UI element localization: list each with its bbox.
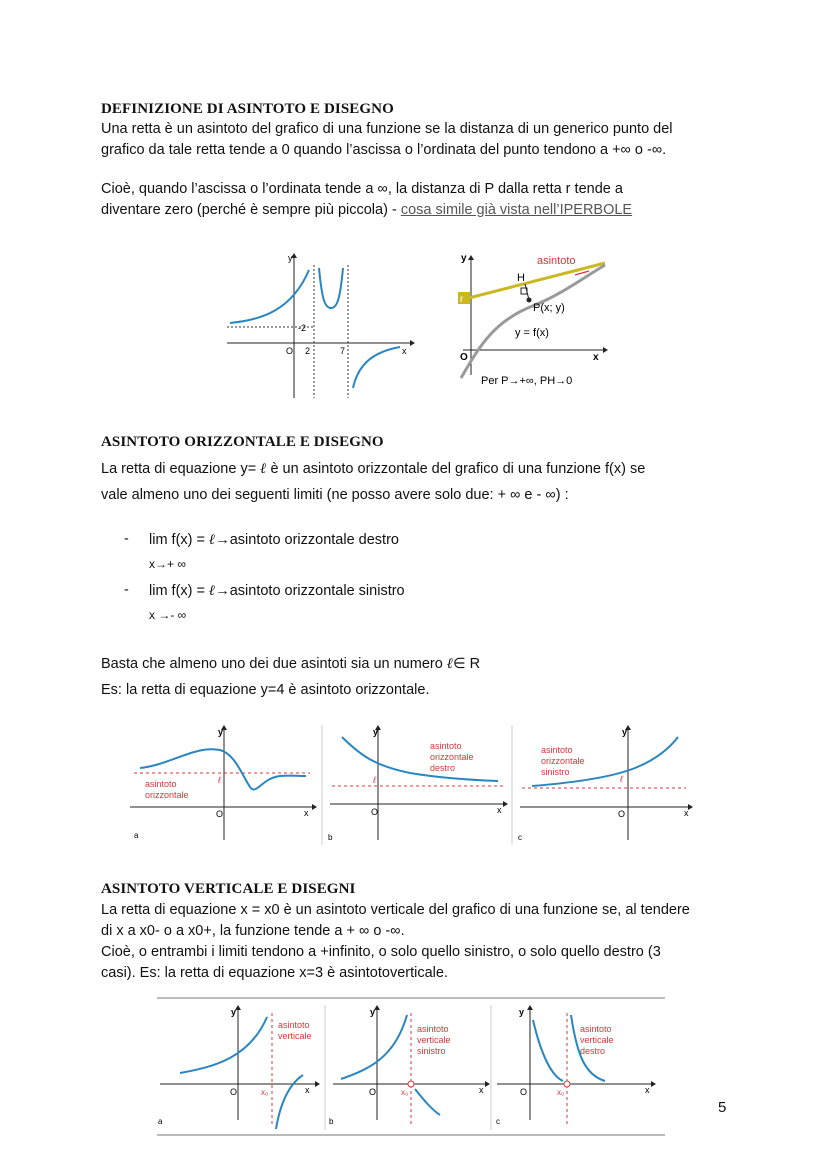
list-item: - [124, 531, 129, 547]
limit-subscript: x→+ ∞ [149, 557, 186, 571]
page-number: 5 [718, 1099, 727, 1116]
panel-label: c [518, 833, 522, 842]
section-title-definizione: DEFINIZIONE DI ASINTOTO E DISEGNO [101, 101, 394, 117]
svg-text:y: y [622, 727, 628, 737]
tick-label: -2 [298, 323, 307, 333]
list-item: - [124, 582, 129, 598]
paragraph-basta: Basta che almeno uno dei due asintoti sia un numero ℓ∈ R Es: la retta di equazione y=4 è asintoto orizzontale. [101, 651, 480, 703]
tick-label: 7 [340, 346, 346, 356]
svg-text:x: x [479, 1085, 484, 1095]
text-line: grafico da tale retta tende a 0 quando l’ascissa o l’ordinata del punto tendono a +∞ o -∞. [101, 142, 667, 158]
svg-text:O: O [230, 1087, 238, 1097]
svg-text:asintoto: asintoto [541, 745, 573, 755]
text-line: Cioè, o entrambi i limiti tendono a +infinito, o solo quello sinistro, o solo quello destro (3 [101, 944, 661, 960]
figures-horizontal-asymptotes [120, 720, 710, 850]
paragraph-definition [101, 119, 673, 161]
ell-label: ℓ [218, 775, 221, 785]
svg-text:O: O [520, 1087, 528, 1097]
svg-text:asintoto: asintoto [278, 1020, 310, 1030]
list-item: lim f(x) = ℓ→asintoto orizzontale sinistro [149, 582, 405, 599]
svg-text:y: y [370, 1007, 376, 1017]
svg-text:O: O [369, 1087, 377, 1097]
panel-a [130, 725, 317, 840]
panel-c [518, 725, 693, 842]
text-line: diventare zero (perché è sempre più piccola) - cosa simile già vista nell’IPERBOLE [101, 202, 633, 218]
asintoto-label: asintoto [537, 255, 576, 267]
panel-label: b [328, 833, 333, 842]
svg-text:orizzontale: orizzontale [541, 756, 585, 766]
svg-text:x: x [645, 1085, 650, 1095]
line-r-label: r [460, 294, 464, 305]
svg-text:y: y [373, 727, 379, 737]
svg-text:x₀: x₀ [557, 1088, 565, 1097]
svg-text:sinistro: sinistro [541, 767, 570, 777]
text-line: La retta di equazione x = x0 è un asintoto verticale del grafico di una funzione se, al tendere [101, 902, 690, 918]
origin-label: O [216, 809, 224, 819]
paragraph-cioe [101, 179, 632, 221]
section-title-orizzontale: ASINTOTO ORIZZONTALE E DISEGNO [101, 434, 384, 450]
svg-text:O: O [371, 807, 379, 817]
section-title-verticale: ASINTOTO VERTICALE E DISEGNI [101, 881, 356, 897]
svg-text:y: y [519, 1007, 525, 1017]
svg-text:x: x [684, 808, 689, 818]
axis-label-x: x [593, 352, 599, 363]
svg-text:x: x [305, 1085, 310, 1095]
panel-label: a [134, 831, 139, 840]
svg-text:O: O [618, 809, 626, 819]
paragraph-orizzontale: La retta di equazione y= ℓ è un asintoto orizzontale del grafico di una funzione f(x) se vale almeno uno dei seguenti limiti (ne posso avere solo due: + ∞ e - ∞) : [101, 456, 645, 508]
panel-c [496, 1005, 656, 1126]
svg-text:y: y [231, 1007, 237, 1017]
limit-subscript: x →- ∞ [149, 608, 187, 622]
svg-text:destro: destro [580, 1046, 606, 1056]
svg-text:sinistro: sinistro [417, 1046, 446, 1056]
svg-text:verticale: verticale [417, 1035, 451, 1045]
text-line: Es: la retta di equazione y=4 è asintoto orizzontale. [101, 682, 430, 698]
svg-text:asintoto: asintoto [417, 1024, 449, 1034]
svg-text:asintoto: asintoto [430, 741, 462, 751]
text-line: di x a x0- o a x0+, la funzione tende a + ∞ o -∞. [101, 923, 405, 939]
asintoto-label: asintoto [145, 779, 177, 789]
svg-text:destro: destro [430, 763, 456, 773]
panel-a [158, 1005, 320, 1129]
panel-b [329, 1005, 490, 1126]
point-p-label: P(x; y) [533, 302, 565, 314]
iperbole-link[interactable]: cosa simile già vista nell’IPERBOLE [400, 202, 633, 218]
axis-label-x: x [304, 808, 309, 818]
figure-caption: Per P→+∞, PH→0 [481, 375, 573, 387]
text-line: casi). Es: la retta di equazione x=3 è asintotoverticale. [101, 965, 448, 981]
axis-label-y: y [288, 253, 293, 263]
svg-text:orizzontale: orizzontale [430, 752, 474, 762]
function-label: y = f(x) [515, 327, 549, 339]
figure-asymptotes-function [222, 250, 417, 400]
origin-label: O [460, 352, 468, 363]
panel-label: a [158, 1117, 163, 1126]
svg-text:x: x [497, 805, 502, 815]
panel-label: b [329, 1117, 334, 1126]
svg-text:x₀: x₀ [401, 1088, 409, 1097]
figures-vertical-asymptotes [155, 995, 667, 1140]
svg-text:verticale: verticale [580, 1035, 614, 1045]
axis-label-x: x [402, 346, 407, 356]
text-line: Cioè, quando l’ascissa o l’ordinata tende a ∞, la distanza di P dalla retta r tende a [101, 181, 623, 197]
svg-text:ℓ: ℓ [373, 775, 376, 785]
x0-label: x₀ [261, 1088, 269, 1097]
origin-label: O [286, 346, 294, 356]
axis-label-y: y [218, 727, 224, 737]
svg-text:asintoto: asintoto [580, 1024, 612, 1034]
asintoto-label: orizzontale [145, 790, 189, 800]
text-line: Una retta è un asintoto del grafico di una funzione se la distanza di un generico punto del [101, 121, 673, 137]
paragraph-verticale [101, 900, 690, 984]
panel-label: c [496, 1117, 500, 1126]
svg-text:verticale: verticale [278, 1031, 312, 1041]
tick-label: 2 [305, 346, 311, 356]
figure-asymptote-distance [455, 250, 615, 395]
axis-label-y: y [461, 253, 467, 264]
panel-b [328, 725, 508, 842]
point-h-label: H [517, 272, 525, 284]
text-line: vale almeno uno dei seguenti limiti (ne posso avere solo due: + ∞ e - ∞) : [101, 487, 569, 503]
list-item: lim f(x) = ℓ→asintoto orizzontale destro [149, 531, 399, 548]
svg-text:ℓ: ℓ [620, 774, 623, 784]
